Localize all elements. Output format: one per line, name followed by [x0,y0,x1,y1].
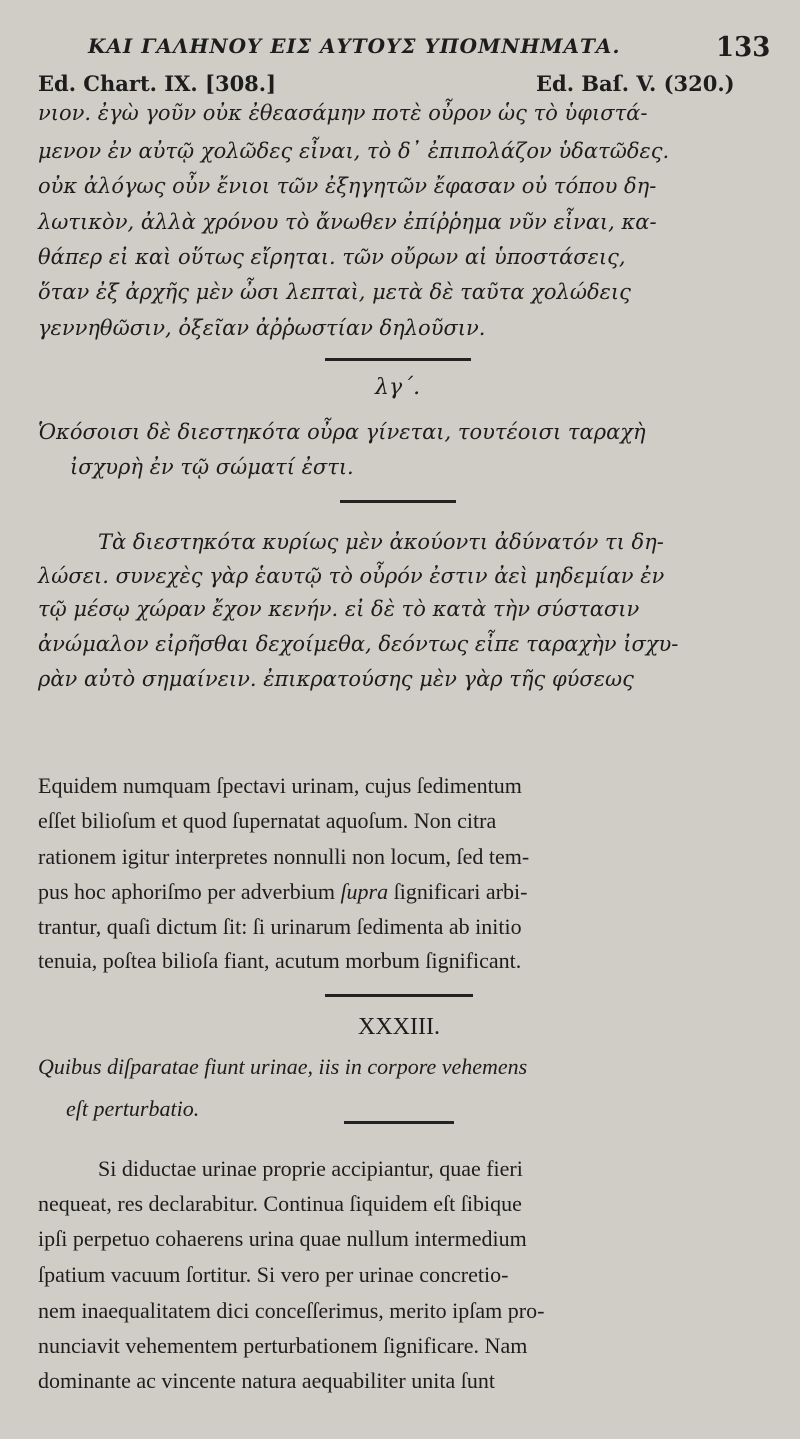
running-title: ΚΑΙ ΓΑΛΗΝΟΥ ΕΙΣ ΑΥΤΟΥΣ ΥΠΟΜΝΗΜΑΤΑ. [88,34,621,58]
latin-commentary-line: nequeat, res declarabitur. Continua ſiquidem eſt ſibique [38,1191,522,1216]
latin-commentary-line: Si diductae urinae proprie accipiantur, quae fieri [98,1156,523,1181]
aphorism-divider [344,1121,454,1124]
greek-commentary-line: τῷ μέσῳ χώραν ἔχον κενήν. εἰ δὲ τὸ κατὰ τὴν σύστασιν [38,597,640,621]
greek-aphorism-line: Ὁκόσοισι δὲ διεστηκότα οὖρα γίνεται, τουτέοισι ταραχὴ [38,420,646,444]
latin-commentary-line: tenuia, poſtea bilioſa fiant, acutum morbum ſignificant. [38,948,522,973]
greek-aphorism-line: ἰσχυρὴ ἐν τῷ σώματί ἐστι. [70,455,354,479]
greek-commentary-line: ἀνώμαλον εἰρῆσθαι δεχοίμεθα, δεόντως εἶπε ταραχὴν ἰσχυ- [38,632,679,656]
greek-commentary-line: ρὰν αὐτὸ σημαίνειν. ἐπικρατούσης μὲν γὰρ τῆς φύσεως [38,667,634,691]
greek-commentary-line: Τὰ διεστηκότα κυρίως μὲν ἀκούοντι ἀδύνατόν τι δη- [98,530,664,554]
latin-commentary-line: rationem igitur interpretes nonnulli non locum, ſed tem- [38,844,530,869]
latin-commentary-line: trantur, quaſi dictum ſit: ſi urinarum ſedimenta ab initio [38,914,522,939]
latin-italic-word: ſupra [340,879,389,904]
aphorism-divider [340,500,456,503]
greek-commentary-line: οὐκ ἀλόγως οὖν ἔνιοι τῶν ἐξηγητῶν ἔφασαν οὐ τόπου δη- [38,174,657,198]
latin-section-number: XXXIII. [358,1014,440,1040]
greek-commentary-line: λώσει. συνεχὲς γὰρ ἑαυτῷ τὸ οὖρόν ἐστιν ἀεὶ μηδεμίαν ἐν [38,564,665,588]
greek-commentary-line: θάπερ εἰ καὶ οὕτως εἴρηται. τῶν οὔρων αἱ ὑποστάσεις, [38,245,626,269]
latin-text: ſignificari arbi- [388,879,528,904]
greek-commentary-line: λωτικὸν, ἀλλὰ χρόνου τὸ ἄνωθεν ἐπίῤῥημα νῦν εἶναι, κα- [38,210,657,234]
greek-commentary-line: μενον ἐν αὐτῷ χολῶδες εἶναι, τὸ δ᾽ ἐπιπολάζον ὑδατῶδες. [38,139,670,163]
section-divider [325,358,471,361]
latin-aphorism-line: eſt perturbatio. [66,1096,200,1121]
section-divider [325,994,473,997]
latin-commentary-line: eſſet bilioſum et quod ſupernatat aquoſum. Non citra [38,808,497,833]
greek-commentary-line: γεννηθῶσιν, ὀξεῖαν ἀῤῥωστίαν δηλοῦσιν. [38,316,486,340]
latin-commentary-line [38,879,527,905]
page-number: 133 [716,32,771,63]
latin-text: pus hoc aphoriſmo per adverbium [38,879,341,904]
edition-reference-basel: Ed. Baſ. V. (320.) [536,71,735,96]
latin-commentary-line: Equidem numquam ſpectavi urinam, cujus ſedimentum [38,773,522,798]
latin-aphorism-line: Quibus diſparatae fiunt urinae, iis in corpore vehemens [38,1054,528,1079]
latin-commentary-line: nem inaequalitatem dici conceſſerimus, merito ipſam pro- [38,1298,545,1323]
latin-commentary-line: nunciavit vehementem perturbationem ſignificare. Nam [38,1333,528,1358]
greek-commentary-line: νιον. ἐγὼ γοῦν οὐκ ἐθεασάμην ποτὲ οὖρον ὡς τὸ ὑφιστά- [38,101,648,125]
edition-reference-chartier: Ed. Chart. IX. [308.] [38,71,277,96]
greek-commentary-line: ὅταν ἐξ ἀρχῆς μὲν ὦσι λεπταὶ, μετὰ δὲ ταῦτα χολώδεις [38,280,631,304]
latin-commentary-line: ſpatium vacuum ſortitur. Si vero per urinae concretio- [38,1262,509,1287]
latin-commentary-line: dominante ac vincente natura aequabiliter unita ſunt [38,1368,495,1393]
greek-section-number: λγ΄. [375,375,421,400]
latin-commentary-line: ipſi perpetuo cohaerens urina quae nullum intermedium [38,1226,527,1251]
